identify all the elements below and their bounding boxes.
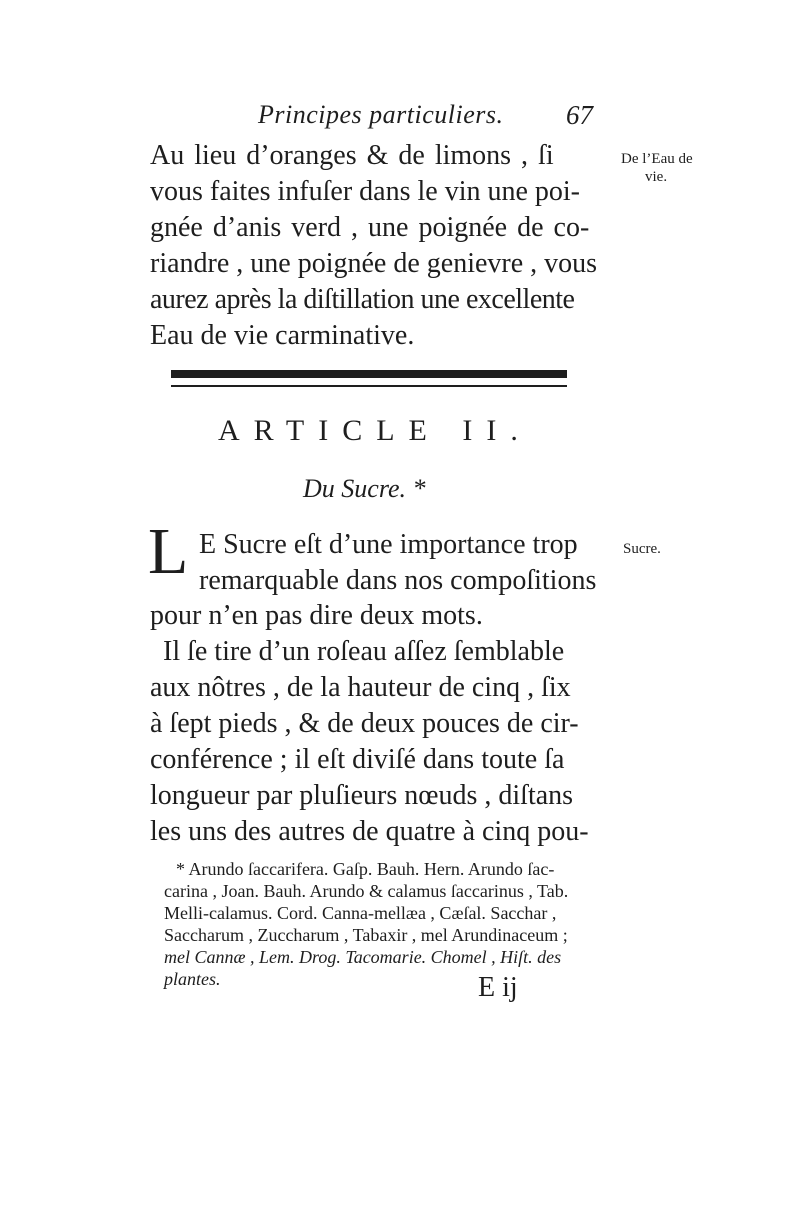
paragraph1-line-1: Au lieu d’oranges & de limons , ſi [150,140,554,171]
article-heading: ARTICLE II. [218,414,532,447]
signature-mark: E ij [478,972,518,1003]
section-title: Du Sucre. * [303,474,426,503]
footnote-line-1: * Arundo ſaccarifera. Gaſp. Bauh. Hern. Arundo ſac- [176,859,555,879]
paragraph1-line-3: gnée d’anis verd , une poignée de co- [150,212,590,243]
running-title: Principes particuliers. [258,100,504,129]
separator-rule-thin [171,385,567,387]
paragraph2-first-line-2: remarquable dans nos compoſitions [199,565,597,596]
paragraph1-line-4: riandre , une poignée de genievre , vous [150,248,598,279]
footnote-line-2: carina , Joan. Bauh. Arundo & calamus ſaccarinus , Tab. [164,881,569,901]
paragraph2-first-line-1: E Sucre eſt d’une importance trop [199,529,578,560]
drop-cap: L [148,515,189,588]
page-number: 67 [566,100,593,130]
paragraph2-line-4: à ſept pieds , & de deux pouces de cir- [150,708,579,739]
footnote-line-3: Melli-calamus. Cord. Canna-mellæa , Cæſal. Sacchar , [164,903,557,923]
footnote-line-4: Saccharum , Zuccharum , Tabaxir , mel Arundinaceum ; [164,925,568,945]
paragraph2-line-5: conférence ; il eſt diviſé dans toute ſa [150,744,565,775]
margin-note-eau-de-vie-line-1: De l’Eau de [621,151,693,167]
footnote-line-5: mel Cannæ , Lem. Drog. Tacomarie. Chomel , Hiſt. des [164,947,562,967]
margin-note-eau-de-vie-line-2: vie. [645,169,668,185]
paragraph2-line-2: Il ſe tire d’un roſeau aſſez ſemblable [163,636,565,667]
margin-note-sucre: Sucre. [623,541,661,557]
separator-rule-thick [171,370,567,378]
paragraph2-line-7: les uns des autres de quatre à cinq pou- [150,816,589,847]
paragraph2-line-1: pour n’en pas dire deux mots. [150,600,483,631]
paragraph1-line-2: vous faites infuſer dans le vin une poi- [150,176,581,207]
paragraph2-line-3: aux nôtres , de la hauteur de cinq , ſix [150,672,571,703]
paragraph1-line-6: Eau de vie carminative. [150,320,415,351]
paragraph1-line-5: aurez après la diſtillation une excellente [150,284,575,315]
paragraph2-line-6: longueur par pluſieurs nœuds , diſtans [150,780,574,811]
footnote-line-6: plantes. [164,969,221,989]
